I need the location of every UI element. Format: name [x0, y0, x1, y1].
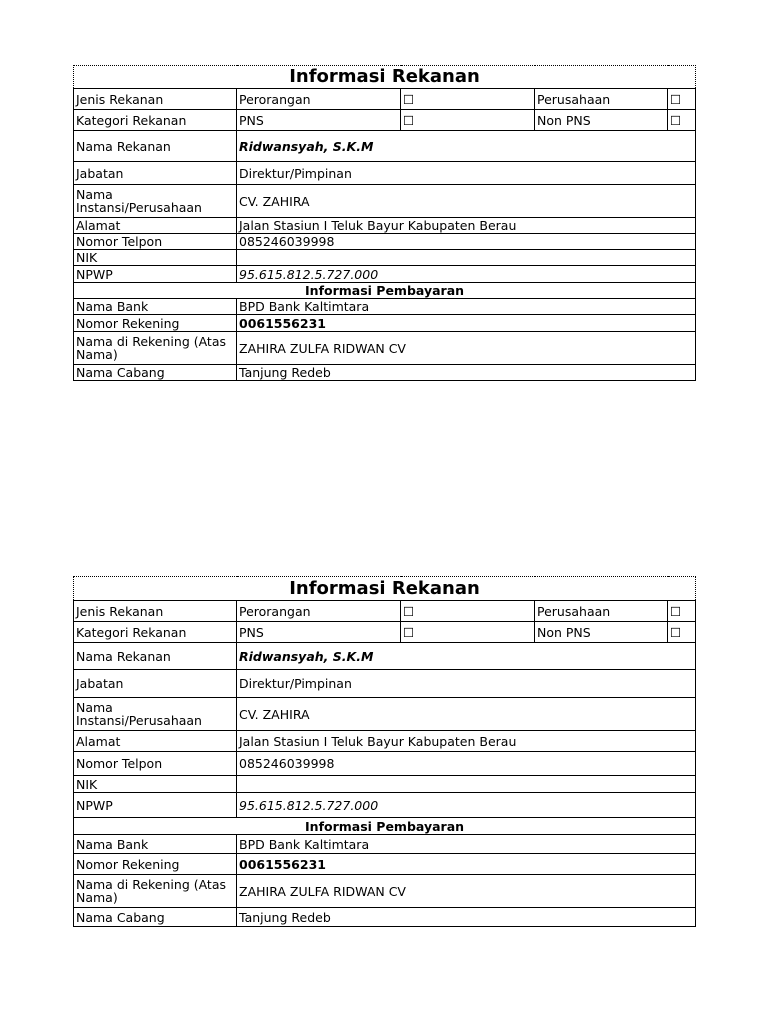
jabatan-value: Direktur/Pimpinan: [237, 670, 696, 698]
nama-cabang-label: Nama Cabang: [74, 365, 237, 381]
perorangan-checkbox[interactable]: ☐: [401, 89, 535, 110]
npwp-label: NPWP: [74, 793, 237, 818]
payment-section-header: Informasi Pembayaran: [74, 818, 696, 835]
npwp-label: NPWP: [74, 266, 237, 283]
nik-label: NIK: [74, 776, 237, 793]
partner-info-form-1: [73, 65, 696, 381]
nama-bank-value: BPD Bank Kaltimtara: [237, 299, 696, 315]
jenis-rekanan-label: Jenis Rekanan: [74, 601, 237, 622]
perusahaan-checkbox[interactable]: ☐: [668, 89, 696, 110]
alamat-value: Jalan Stasiun I Teluk Bayur Kabupaten Berau: [237, 218, 696, 234]
payment-section-header: Informasi Pembayaran: [74, 283, 696, 299]
nik-value: [237, 250, 696, 266]
nama-instansi-label: Nama Instansi/Perusahaan: [74, 698, 237, 731]
option-non-pns-label: Non PNS: [535, 622, 668, 643]
nomor-rekening-label: Nomor Rekening: [74, 854, 237, 875]
jabatan-label: Jabatan: [74, 670, 237, 698]
npwp-value: 95.615.812.5.727.000: [237, 266, 696, 283]
pns-checkbox[interactable]: ☐: [401, 110, 535, 131]
alamat-value: Jalan Stasiun I Teluk Bayur Kabupaten Berau: [237, 731, 696, 752]
option-perorangan-label: Perorangan: [237, 601, 401, 622]
jabatan-value: Direktur/Pimpinan: [237, 162, 696, 185]
nama-cabang-value: Tanjung Redeb: [237, 908, 696, 927]
nama-rekanan-value: Ridwansyah, S.K.M: [237, 131, 696, 162]
nik-label: NIK: [74, 250, 237, 266]
option-pns-label: PNS: [237, 110, 401, 131]
nomor-telpon-label: Nomor Telpon: [74, 234, 237, 250]
jenis-rekanan-label: Jenis Rekanan: [74, 89, 237, 110]
alamat-label: Alamat: [74, 218, 237, 234]
nama-instansi-value: CV. ZAHIRA: [237, 185, 696, 218]
form-title: Informasi Rekanan: [74, 577, 696, 601]
nomor-rekening-value: 0061556231: [237, 854, 696, 875]
nomor-telpon-value: 085246039998: [237, 752, 696, 776]
nama-cabang-label: Nama Cabang: [74, 908, 237, 927]
kategori-rekanan-label: Kategori Rekanan: [74, 622, 237, 643]
perorangan-checkbox[interactable]: ☐: [401, 601, 535, 622]
nama-rekanan-label: Nama Rekanan: [74, 131, 237, 162]
option-non-pns-label: Non PNS: [535, 110, 668, 131]
nama-cabang-value: Tanjung Redeb: [237, 365, 696, 381]
nama-di-rekening-value: ZAHIRA ZULFA RIDWAN CV: [237, 332, 696, 365]
nama-di-rekening-label: Nama di Rekening (Atas Nama): [74, 332, 237, 365]
jabatan-label: Jabatan: [74, 162, 237, 185]
nomor-rekening-value: 0061556231: [237, 315, 696, 332]
nomor-telpon-label: Nomor Telpon: [74, 752, 237, 776]
kategori-rekanan-label: Kategori Rekanan: [74, 110, 237, 131]
nama-di-rekening-value: ZAHIRA ZULFA RIDWAN CV: [237, 875, 696, 908]
alamat-label: Alamat: [74, 731, 237, 752]
npwp-value: 95.615.812.5.727.000: [237, 793, 696, 818]
nama-rekanan-value: Ridwansyah, S.K.M: [237, 643, 696, 670]
partner-info-form-2: [73, 576, 696, 927]
pns-checkbox[interactable]: ☐: [401, 622, 535, 643]
nama-instansi-label: Nama Instansi/Perusahaan: [74, 185, 237, 218]
option-perusahaan-label: Perusahaan: [535, 601, 668, 622]
option-pns-label: PNS: [237, 622, 401, 643]
nama-di-rekening-label: Nama di Rekening (Atas Nama): [74, 875, 237, 908]
nomor-rekening-label: Nomor Rekening: [74, 315, 237, 332]
option-perorangan-label: Perorangan: [237, 89, 401, 110]
non-pns-checkbox[interactable]: ☐: [668, 110, 696, 131]
nama-instansi-value: CV. ZAHIRA: [237, 698, 696, 731]
nik-value: [237, 776, 696, 793]
non-pns-checkbox[interactable]: ☐: [668, 622, 696, 643]
nama-bank-value: BPD Bank Kaltimtara: [237, 835, 696, 854]
perusahaan-checkbox[interactable]: ☐: [668, 601, 696, 622]
form-title: Informasi Rekanan: [74, 66, 696, 89]
option-perusahaan-label: Perusahaan: [535, 89, 668, 110]
nama-bank-label: Nama Bank: [74, 299, 237, 315]
nomor-telpon-value: 085246039998: [237, 234, 696, 250]
nama-bank-label: Nama Bank: [74, 835, 237, 854]
nama-rekanan-label: Nama Rekanan: [74, 643, 237, 670]
